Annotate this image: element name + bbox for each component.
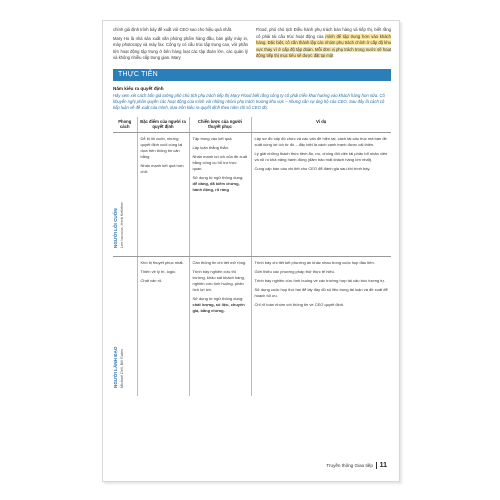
strategy-line xyxy=(193,296,248,314)
row-style-label xyxy=(113,158,125,248)
row-strategy-cell xyxy=(189,256,251,396)
intro-paragraph: Mary Ho là nhà sản xuất văn phòng phẩm hàng đầu, bán giấy máy in, máy photocopy và máy fax. Công ty có cấu trúc tập trung cao, với phần lớn hoạt động tập trung ở bên hàng loạt các tập đoàn lớn, các quản lý và không nhiều cấp trung gian. Mary xyxy=(113,35,248,61)
page-content xyxy=(113,27,391,396)
row-example-cell xyxy=(251,256,391,396)
strategy-keywords: chất lượng, số liệu, chuyên gia, bằng chứng. xyxy=(192,301,245,313)
page-number: 11 xyxy=(379,462,387,469)
strategy-keywords: dễ dàng, đã kiểm chứng, hành động, rõ ràng xyxy=(192,180,240,192)
strategy-line: Nhấn mạnh lợi ích của đề xuất bằng công cụ hỗ trợ trực quan. xyxy=(192,153,247,171)
row-style-title: NGƯỜI LÃNH ĐẠO xyxy=(112,346,118,389)
example-line: Chỉ rõ toàn nhóm với thông tin về CEO quyết định. xyxy=(254,301,345,307)
row-traits-cell xyxy=(137,132,189,256)
row-style-subtitle: Michael Dell, Bill Gates xyxy=(119,349,124,389)
strategy-line xyxy=(193,175,248,193)
trait-line: Nhấn mạnh kết quả hơn chữ. xyxy=(140,162,184,174)
trait-line: Khó bị thuyết phục nhất. xyxy=(140,259,184,265)
header-traits: Đặc điểm của người ra quyết định xyxy=(137,117,189,133)
highlighted-text: mình để tập trung hơn vào khách hàng. Đặc biệt, cô cần thành lập các nhóm phụ trách chính ở cấp độ khu vực thay vì ở cấp độ tập đoàn. Mỗi đơn vị phụ trách trong nước sẽ hoạt động tiếp thị mục tiêu sẽ được đặt tại một xyxy=(256,33,391,59)
strategy-text: Sử dụng từ ngữ thông dụng: xyxy=(192,295,244,301)
trait-line: Thiên về lý trí, logic. xyxy=(140,268,177,274)
row-strategy-cell xyxy=(189,132,251,256)
trait-line: Chất vấn rõ. xyxy=(140,277,163,283)
footer-label: Truyền thông Giao tiếp xyxy=(326,463,373,468)
table-row xyxy=(113,256,391,396)
row-example-cell xyxy=(251,132,391,256)
intro-right-column xyxy=(256,27,391,64)
intro-text: Flood, phó chủ tịch Điều hành phụ trách bán hàng và tiếp thị, biết rằng cô phải tái cấu trúc hoạt động của xyxy=(256,27,391,39)
intro-paragraph: chính giá định trình bày đề xuất với CEO sao cho hiệu quả nhất. xyxy=(113,27,233,32)
header-style: Phong cách xyxy=(113,117,137,133)
section-banner: THỰC TIỄN xyxy=(113,69,391,81)
strategy-line: Lập luận thẳng thắn. xyxy=(192,144,229,150)
row-style-title: NGƯỜI LÔI CUỐN xyxy=(112,208,118,248)
example-line: Lập sơ đồ cấp độ chức và các vấn đề hiện tại, cách tái cấu trúc mà bạn đề xuất cùng lợi ích từ đó – đặc biệt là cách cạnh tranh được cải thiện. xyxy=(254,135,387,147)
footer-divider xyxy=(376,462,377,469)
trait-line: Dễ bị lôi cuốn, nhưng quyết định cuối cùng lại dựa trên thông tin cân bằng. xyxy=(140,135,183,159)
case-title: Năm kiểu ra quyết định xyxy=(113,85,164,91)
header-example: Ví dụ xyxy=(251,117,391,133)
example-line: Sử dụng cuộc họp thứ hai để lấy đầy đủ số liệu trong tài luận và đề xuất để hoạch tối ưu. xyxy=(254,286,388,298)
intro-paragraph xyxy=(256,27,391,60)
row-traits-cell xyxy=(137,256,189,396)
strategy-line: Cần thông tin chi tiết mở rộng. xyxy=(192,259,247,265)
row-style-subtitle: Lee Iacocca, Herb Kelleher xyxy=(119,201,124,248)
example-line: Trình bày chi tiết kết phương án khác nhau trong cuộc họp đầu tiên. xyxy=(254,259,375,265)
intro-columns xyxy=(113,27,391,64)
example-line: Lý giải những thách thức tiềm ẩn, ưu, chống đối việc tái phân bổ nhân viên và rủi ro khả năng hành động (đảm bảo mất khách hàng lớn nhất). xyxy=(254,150,388,162)
header-strategy: Chiến lược của người thuyết phục xyxy=(189,117,251,133)
example-line: Trình bày nghiên cứu tình huống về các trường hợp tái cấu trúc tương tự. xyxy=(254,277,386,283)
strategy-line: Trình bày nghiên cứu thị trường, khảo sát khách hàng, nghiên cứu tình huống, phân tích lợi ích. xyxy=(192,268,245,292)
decision-style-table xyxy=(113,117,391,397)
table-row xyxy=(113,132,391,256)
table-header-row xyxy=(113,117,391,133)
book-page xyxy=(102,20,400,482)
row-style-label xyxy=(113,298,125,388)
strategy-text: Sử dụng từ ngữ thông dụng: xyxy=(192,174,244,180)
page-footer xyxy=(326,462,387,469)
row-style-cell xyxy=(113,256,137,396)
strategy-line: Tập trung vào kết quả. xyxy=(192,135,233,141)
row-style-cell xyxy=(113,132,137,256)
intro-left-column xyxy=(113,27,248,64)
example-line: Giới thiệu các phương pháp thử thực tế hiệu. xyxy=(254,268,335,274)
example-line: Cung cấp báo cáo chi tiết cho CEO để đánh giá sau khi trình bày. xyxy=(254,165,371,171)
case-description: Hãy xem xét cách bốn giả tưởng phó chủ tịch phụ trách tiếp thị Mary Flood biết rằng công ty cô phải triển khai hướng vào khách hàng hơn nữa. Cô khuyến nghị phân quyền các hoạt động của mình với những nhóm phụ trách trường khu vực – nhưng cần sự ủng hộ của CEO. Sau đây là cách cô tiếp luận về đề xuất của mình, dựa trên kiểu ra quyết định theo năm chỉ số CEO đó. xyxy=(113,92,385,111)
